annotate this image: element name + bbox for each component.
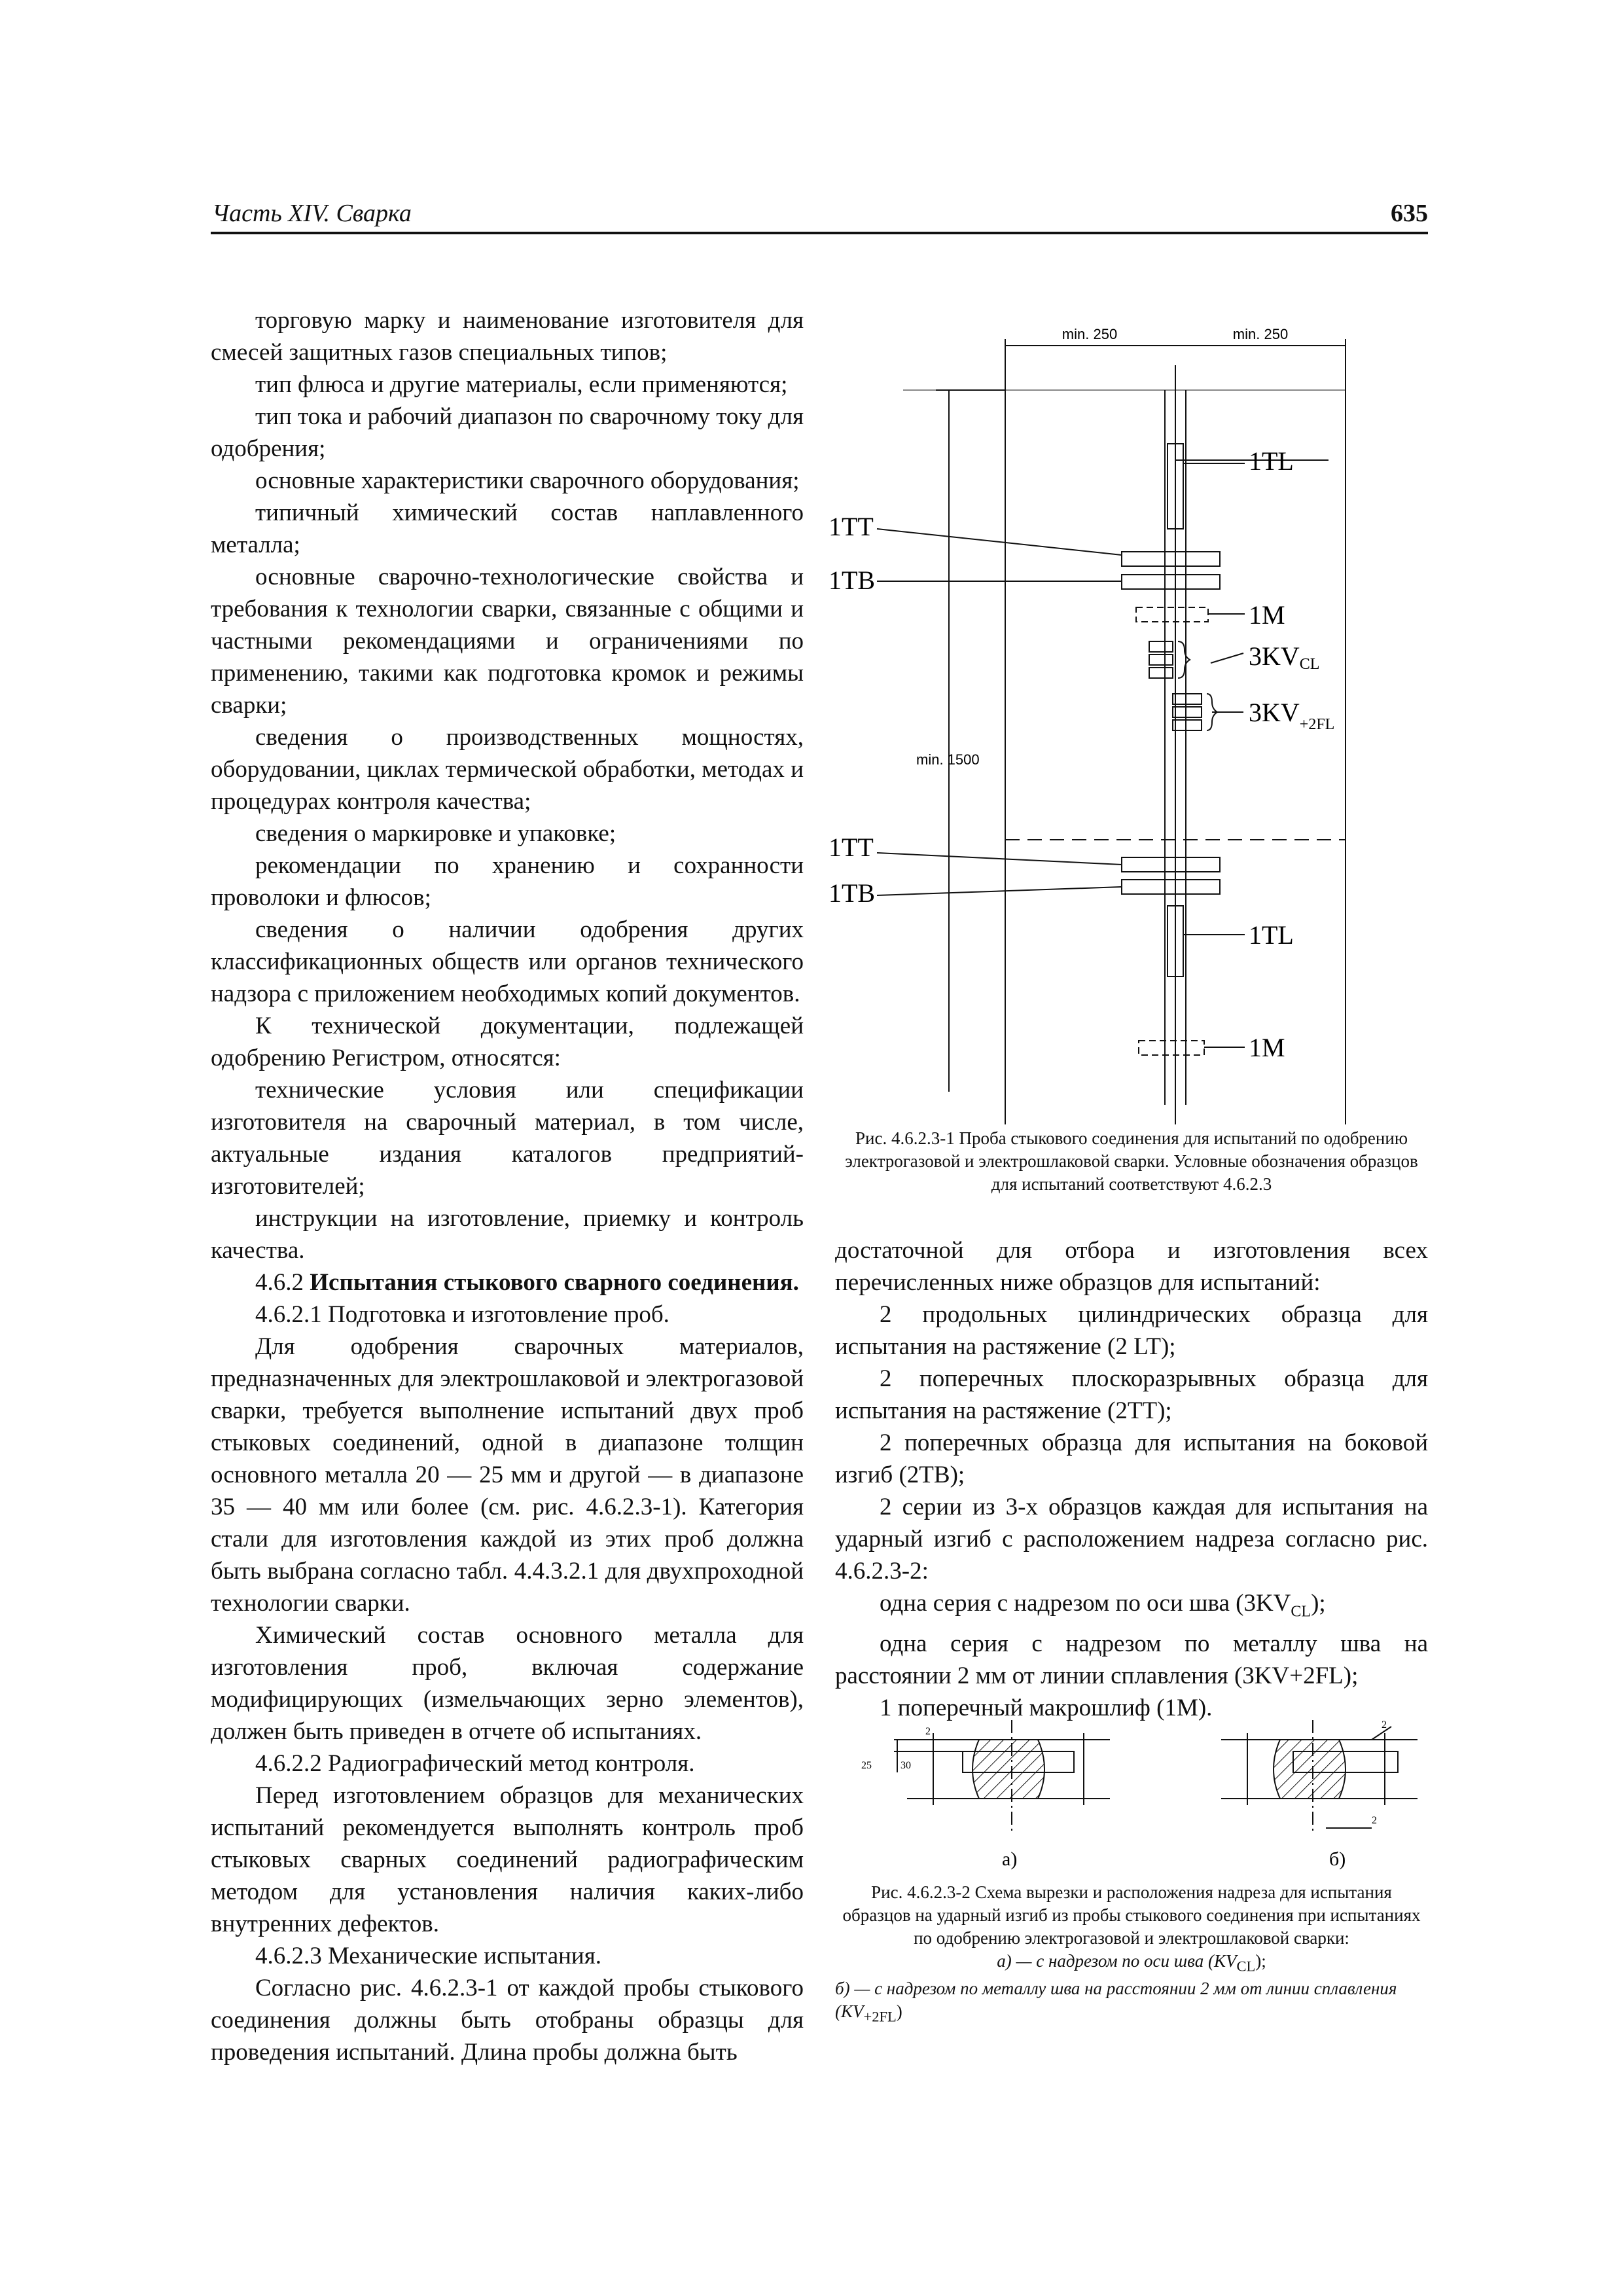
figure2-caption (835, 1881, 1428, 2028)
label-b: б) (1329, 1848, 1346, 1870)
paragraph: технические условия или спецификации изготовителя на сварочный материал, в том числе, актуальные издания каталогов предприятий-изготовителей; (211, 1077, 804, 1200)
paragraph: Перед изготовлением образцов для механических испытаний рекомендуется выполнять контроль проб стыковых сварных соединений радиографическим методом для установления наличия каких-либо внутренних дефектов. (211, 1782, 804, 1937)
section-heading-text: Испытания стыкового сварного соединения. (310, 1269, 799, 1296)
page-header (211, 198, 1428, 234)
paragraph: Химический состав основного металла для изготовления проб, включая содержание модифицирующих (измельчающих зерно элементов), должен быть приведен в отчете об испытаниях. (211, 1622, 804, 1745)
paragraph: типичный химический состав наплавленного металла; (211, 499, 804, 558)
paragraph: торговую марку и наименование изготовителя для смесей защитных газов специальных типов; (211, 307, 804, 366)
paragraph: рекомендации по хранению и сохранности проволоки и флюсов; (211, 852, 804, 911)
label-3kv-cl: 3KVCL (1249, 641, 1320, 673)
paragraph: сведения о наличии одобрения других классификационных обществ или органов технического надзора с приложением необходимых копий документов. (211, 916, 804, 1007)
label-1tb-bot: 1TB (829, 878, 876, 908)
label-1tl-bot: 1TL (1249, 920, 1294, 950)
figure1-caption: Рис. 4.6.2.3-1 Проба стыкового соединения для испытаний по одобрению электрогазовой и электрошлаковой сварки. Условные обозначения образцов для испытаний соответствуют 4.6.2.3 (845, 1128, 1418, 1194)
subsection-heading: 4.6.2.1 Подготовка и изготовление проб. (255, 1301, 669, 1328)
left-column (211, 304, 804, 2068)
figure2-caption-b: б) — с надрезом по металлу шва на расстоянии 2 мм от линии сплавления $(KV_{+2FL})$ (835, 1979, 1397, 2025)
paragraph: основные сварочно-технологические свойства и требования к технологии сварки, связанные с общими и частными рекомендациями и ограничениями по применению, такими как подготовка кромок и режимы сварки; (211, 564, 804, 719)
dim-top-right: min. 250 (1232, 326, 1289, 342)
right-column (835, 1234, 1428, 1724)
section-title: Часть XIV. Сварка (212, 200, 412, 227)
paragraph: 2 поперечных образца для испытания на боковой изгиб (2TB); (835, 1429, 1428, 1488)
dim-25: 25 (861, 1760, 872, 1771)
paragraph: инструкции на изготовление, приемку и контроль качества. (211, 1205, 804, 1264)
paragraph: достаточной для отбора и изготовления всех перечисленных ниже образцов для испытаний: (835, 1237, 1428, 1296)
paragraph: основные характеристики сварочного оборудования; (255, 467, 800, 494)
paragraph: одна серия с надрезом по металлу шва на расстоянии 2 мм от линии сплавления (3KV+2FL); (835, 1630, 1428, 1690)
paragraph: 2 продольных цилиндрических образца для испытания на растяжение (2 LT); (835, 1301, 1428, 1360)
label-1tt-bot: 1TT (829, 833, 874, 862)
paragraph: сведения о маркировке и упаковке; (255, 820, 616, 847)
figure-notch-scheme (835, 1713, 1428, 1877)
label-a: а) (1002, 1848, 1018, 1870)
dim-height: min. 1500 (916, 751, 980, 768)
paragraph: 2 серии из 3-х образцов каждая для испытания на ударный изгиб с расположением надреза согласно рис. 4.6.2.3-2: (835, 1494, 1428, 1585)
section-heading (211, 1266, 804, 1299)
label-1tb-top: 1TB (829, 565, 876, 595)
paragraph: тип тока и рабочий диапазон по сварочному току для одобрения; (211, 403, 804, 462)
dim-2-b-top: 2 (1382, 1719, 1387, 1731)
label-3kv-2fl: $3KV_{+2FL}$ (1249, 698, 1335, 733)
figure2-caption-a: а) — с надрезом по оси шва $(KV_{CL})$; (997, 1951, 1266, 1975)
dim-2-b-bot: 2 (1372, 1815, 1377, 1826)
paragraph: Для одобрения сварочных материалов, предназначенных для электрошлаковой и электрогазовой сварки, требуется выполнение испытаний двух проб стыковых соединений, одной в диапазоне толщин основного металла 20 — 25 мм и другой — в диапазоне 35 — 40 мм или более (см. рис. 4.6.2.3-1). Категория стали для изготовления каждой из этих проб должна быть выбрана согласно табл. 4.4.3.2.1 для двухпроходной технологии сварки. (211, 1333, 804, 1617)
label-1tl-top: 1TL (1249, 446, 1294, 476)
dim-top-left: min. 250 (1061, 326, 1118, 342)
paragraph: одна серия с надрезом по оси шва $(3KV_{CL})$; (880, 1590, 1326, 1621)
figure2-caption-title: Рис. 4.6.2.3-2 Схема вырезки и расположения надреза для испытания образцов на ударный изгиб из пробы стыкового соединения при испытаниях по одобрению электрогазовой и электрошлаковой сварки: (842, 1882, 1421, 1948)
label-1m-top: 1M (1249, 600, 1285, 630)
label-1tt-top: 1TT (829, 512, 874, 541)
subsection-heading: 4.6.2.3 Механические испытания. (255, 1943, 602, 1969)
paragraph: сведения о производственных мощностях, оборудовании, циклах термической обработки, методах и процедурах контроля качества; (211, 724, 804, 815)
page-number: 635 (1391, 200, 1428, 227)
paragraph: 2 поперечных плоскоразрывных образца для испытания на растяжение (2TT); (835, 1365, 1428, 1424)
label-1m-bot: 1M (1249, 1033, 1285, 1062)
subsection-heading: 4.6.2.2 Радиографический метод контроля. (255, 1750, 695, 1777)
paragraph: К технической документации, подлежащей одобрению Регистром, относятся: (211, 1013, 804, 1071)
paragraph: 1 поперечный макрошлиф (1M). (880, 1695, 1213, 1722)
figure-butt-joint-sample (825, 319, 1440, 1124)
paragraph: тип флюса и другие материалы, если применяются; (255, 371, 788, 398)
dim-30: 30 (901, 1760, 911, 1771)
paragraph: Согласно рис. 4.6.2.3-1 от каждой пробы стыкового соединения должны быть отобраны образцы для проведения испытаний. Длина пробы должна быть (211, 1975, 804, 2066)
dim-2-a: 2 (925, 1726, 931, 1737)
section-number: 4.6.2 (255, 1269, 304, 1296)
